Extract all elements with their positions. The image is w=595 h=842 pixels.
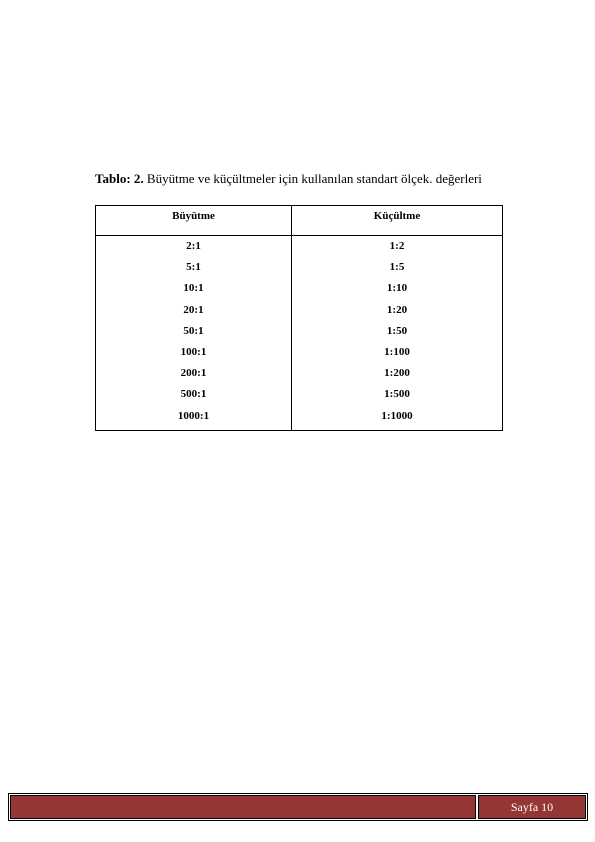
table-cell: 1:500: [384, 388, 410, 401]
reduction-column: [292, 236, 502, 427]
caption-text: Büyütme ve küçültmeler için kullanılan standart ölçek. değerleri: [146, 171, 482, 186]
table-cell: 1:1000: [381, 409, 413, 422]
table-cell: 1:200: [384, 367, 410, 380]
table-cell: 100:1: [180, 345, 207, 358]
table-cell: 1:20: [386, 303, 408, 316]
table-cell: 20:1: [183, 303, 204, 316]
table-cell: 1:50: [386, 324, 408, 337]
table-cell: 1:2: [389, 240, 405, 252]
table-cell: 1:100: [384, 345, 410, 358]
table-cell: 200:1: [180, 367, 207, 380]
table-cell: 10:1: [183, 282, 204, 295]
header-enlargement: Büyütme: [172, 210, 215, 222]
table-cell: 1000:1: [177, 409, 210, 422]
caption-lead: Tablo: 2.: [95, 171, 144, 186]
table-cell: 500:1: [180, 388, 207, 401]
page-number: Sayfa 10: [478, 795, 586, 819]
table-cell: 1:5: [389, 261, 405, 274]
table-cell: 50:1: [183, 324, 204, 337]
table-cell: 5:1: [186, 261, 201, 274]
page-footer: [8, 793, 588, 821]
scale-table: [95, 205, 503, 431]
table-cell: 1:10: [386, 282, 408, 295]
table-cell: 2:1: [186, 240, 201, 252]
footer-bar: [10, 795, 476, 819]
header-reduction: Küçültme: [373, 210, 421, 222]
enlargement-column: [96, 236, 291, 427]
table-caption: [95, 171, 525, 187]
